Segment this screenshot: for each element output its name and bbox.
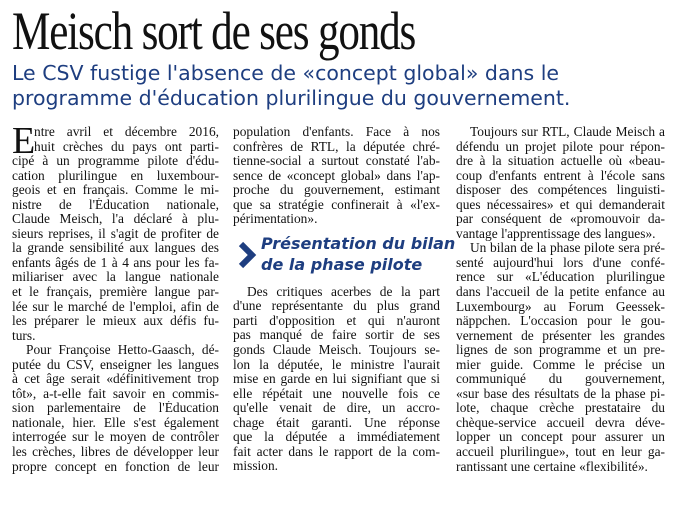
text-line: dans l'accueil de la petite enfance au — [456, 285, 665, 300]
text-line: que la députée a immédiatement — [233, 430, 440, 445]
subhead — [12, 61, 676, 111]
text-line: Pour Françoise Hetto-Gaasch, dé- — [26, 343, 219, 358]
text-line: lée sur le marché de l'emploi, afin de — [12, 299, 219, 314]
text-line: d'une représentante du plus grand — [233, 299, 440, 314]
text-line: putée du CSV, enseigner les langues — [12, 357, 219, 372]
text-line: huit crèches du pays ont parti- — [34, 139, 219, 154]
text-line: geois et en français. Comme le mi- — [12, 183, 219, 198]
text-line: ntre avril et décembre 2016, — [34, 125, 219, 139]
text-line: Claude Meisch, l'a déclaré à plu- — [12, 212, 219, 227]
text-line: mise en garde en lui signifiant que si — [233, 372, 440, 387]
text-line: mier guide. Comme le précise un — [456, 357, 665, 372]
article-column-3 — [456, 125, 665, 474]
text-line: lignes de son programme et un pre- — [456, 343, 665, 358]
drop-cap: E — [12, 120, 36, 162]
headline: Meisch sort de ses gonds — [12, 1, 416, 61]
text-line: lopper un concept pour assurer un — [456, 430, 665, 445]
text-line: confrères de RTL, la députée chré- — [233, 139, 440, 154]
text-line: Toujours sur RTL, Claude Meisch a — [470, 125, 665, 139]
text-line: sieurs reprises, il s'agit de profiter de — [12, 226, 219, 241]
text-line: accueil plurilingue», tout en leur ga- — [456, 445, 665, 460]
text-line: cipé à un programme pilote d'édu- — [12, 154, 219, 169]
text-line: enfants âgés de 1 à 4 ans pour les fa- — [12, 255, 219, 270]
text-line: communiqué du gouvernement, — [456, 372, 665, 387]
article-column-2 — [233, 125, 456, 474]
text-line: Des critiques acerbes de la part — [247, 284, 440, 299]
text-line: propre concept en fonction de leur — [12, 459, 219, 474]
text-line: qu'elle venait de dire, un accro- — [233, 401, 440, 416]
text-line: par conséquent de «promouvoir da- — [456, 212, 665, 227]
text-line: turs. — [12, 328, 36, 343]
text-line: que sa stratégie confinerait à «l'ex- — [233, 197, 440, 212]
section-heading-line: Présentation du bilan — [261, 233, 456, 253]
text-line: parti d'opposition et qui n'auront — [233, 313, 440, 328]
text-line: rence sur «L'éducation plurilingue — [456, 270, 665, 285]
text-line: ques nécessaires» et qui demanderait — [456, 197, 665, 212]
section-heading-text — [261, 233, 455, 275]
text-line: tôt», a-t-elle fait savoir en commis- — [12, 386, 219, 401]
text-line: nationale, hier. Elle s'est également — [12, 415, 219, 430]
text-line: chage était garanti. Une réponse — [233, 415, 440, 430]
text-line: rantissant une certaine «flexibilité». — [456, 459, 648, 474]
text-line: disposer des compétences linguisti- — [456, 183, 665, 198]
text-line: lon la députée, le ministre l'aurait — [233, 357, 440, 372]
text-line: miliariser avec la langue nationale — [12, 270, 219, 285]
text-line: Luxembourg» au Forum Geessek- — [456, 299, 665, 314]
text-line: vernement de présenter les grandes — [456, 328, 665, 343]
text-line: näppchen. L'occasion pour le gou- — [456, 314, 665, 329]
text-line: et le français, première langue par- — [12, 285, 219, 300]
section-heading — [233, 233, 456, 279]
text-line: la grande sensibilité aux langues des — [12, 241, 219, 256]
text-line: population d'enfants. Face à nos — [233, 125, 440, 139]
text-line: coup d'enfants entrent à l'école sans — [456, 168, 665, 183]
text-line: les préparer le mieux aux défis fu- — [12, 314, 219, 329]
subhead-line: Le CSV fustige l'absence de «concept global» dans le — [12, 61, 560, 85]
text-line: sion parlementaire de l'Éducation — [12, 401, 219, 416]
text-line: pas manqué de faire sortir de ses — [233, 328, 440, 343]
text-line: vantage l'apprentissage des langues». — [456, 226, 656, 241]
text-line: cation plurilingue en luxembour- — [12, 168, 219, 183]
text-line: senté aujourd'hui lors d'une confé- — [456, 255, 665, 270]
text-line: tienne-social a surtout constaté l'ab- — [233, 154, 440, 169]
text-line: défendu un projet pilote pour répon- — [456, 139, 665, 154]
text-line: à cet âge serait «définitivement trop — [12, 372, 219, 387]
text-line: mission. — [233, 459, 279, 474]
text-line: «sur base des résultats de la phase pi- — [456, 386, 665, 401]
chevron-right-icon — [237, 241, 259, 269]
text-line: sence de «concept global» dans l'ap- — [233, 168, 440, 183]
article-column-1 — [12, 120, 219, 474]
text-line: Un bilan de la phase pilote sera pré- — [470, 241, 665, 256]
text-line: périmentation». — [233, 212, 318, 227]
text-line: gonds Claude Meisch. Toujours se- — [233, 343, 440, 358]
text-line: elle répétait une nouvelle fois ce — [233, 386, 440, 401]
text-line: fait acter dans le rapport de la com- — [233, 444, 440, 459]
subhead-line: programme d'éducation plurilingue du gouvernement. — [12, 86, 571, 110]
text-line: lote, chaque crèche prestataire du — [456, 401, 665, 416]
text-line: dre à la situation actuelle où «beau- — [456, 154, 665, 169]
section-heading-line: de la phase pilote — [261, 254, 423, 274]
text-line: chèque-service accueil devra déve- — [456, 415, 665, 430]
text-line: nistre de l'Éducation nationale, — [12, 197, 219, 212]
text-line: les crèches, libres de développer leur — [12, 445, 219, 460]
text-line: interrogée sur le moyen de contrôler — [12, 430, 219, 445]
text-line: proche du gouvernement, estimant — [233, 183, 440, 198]
